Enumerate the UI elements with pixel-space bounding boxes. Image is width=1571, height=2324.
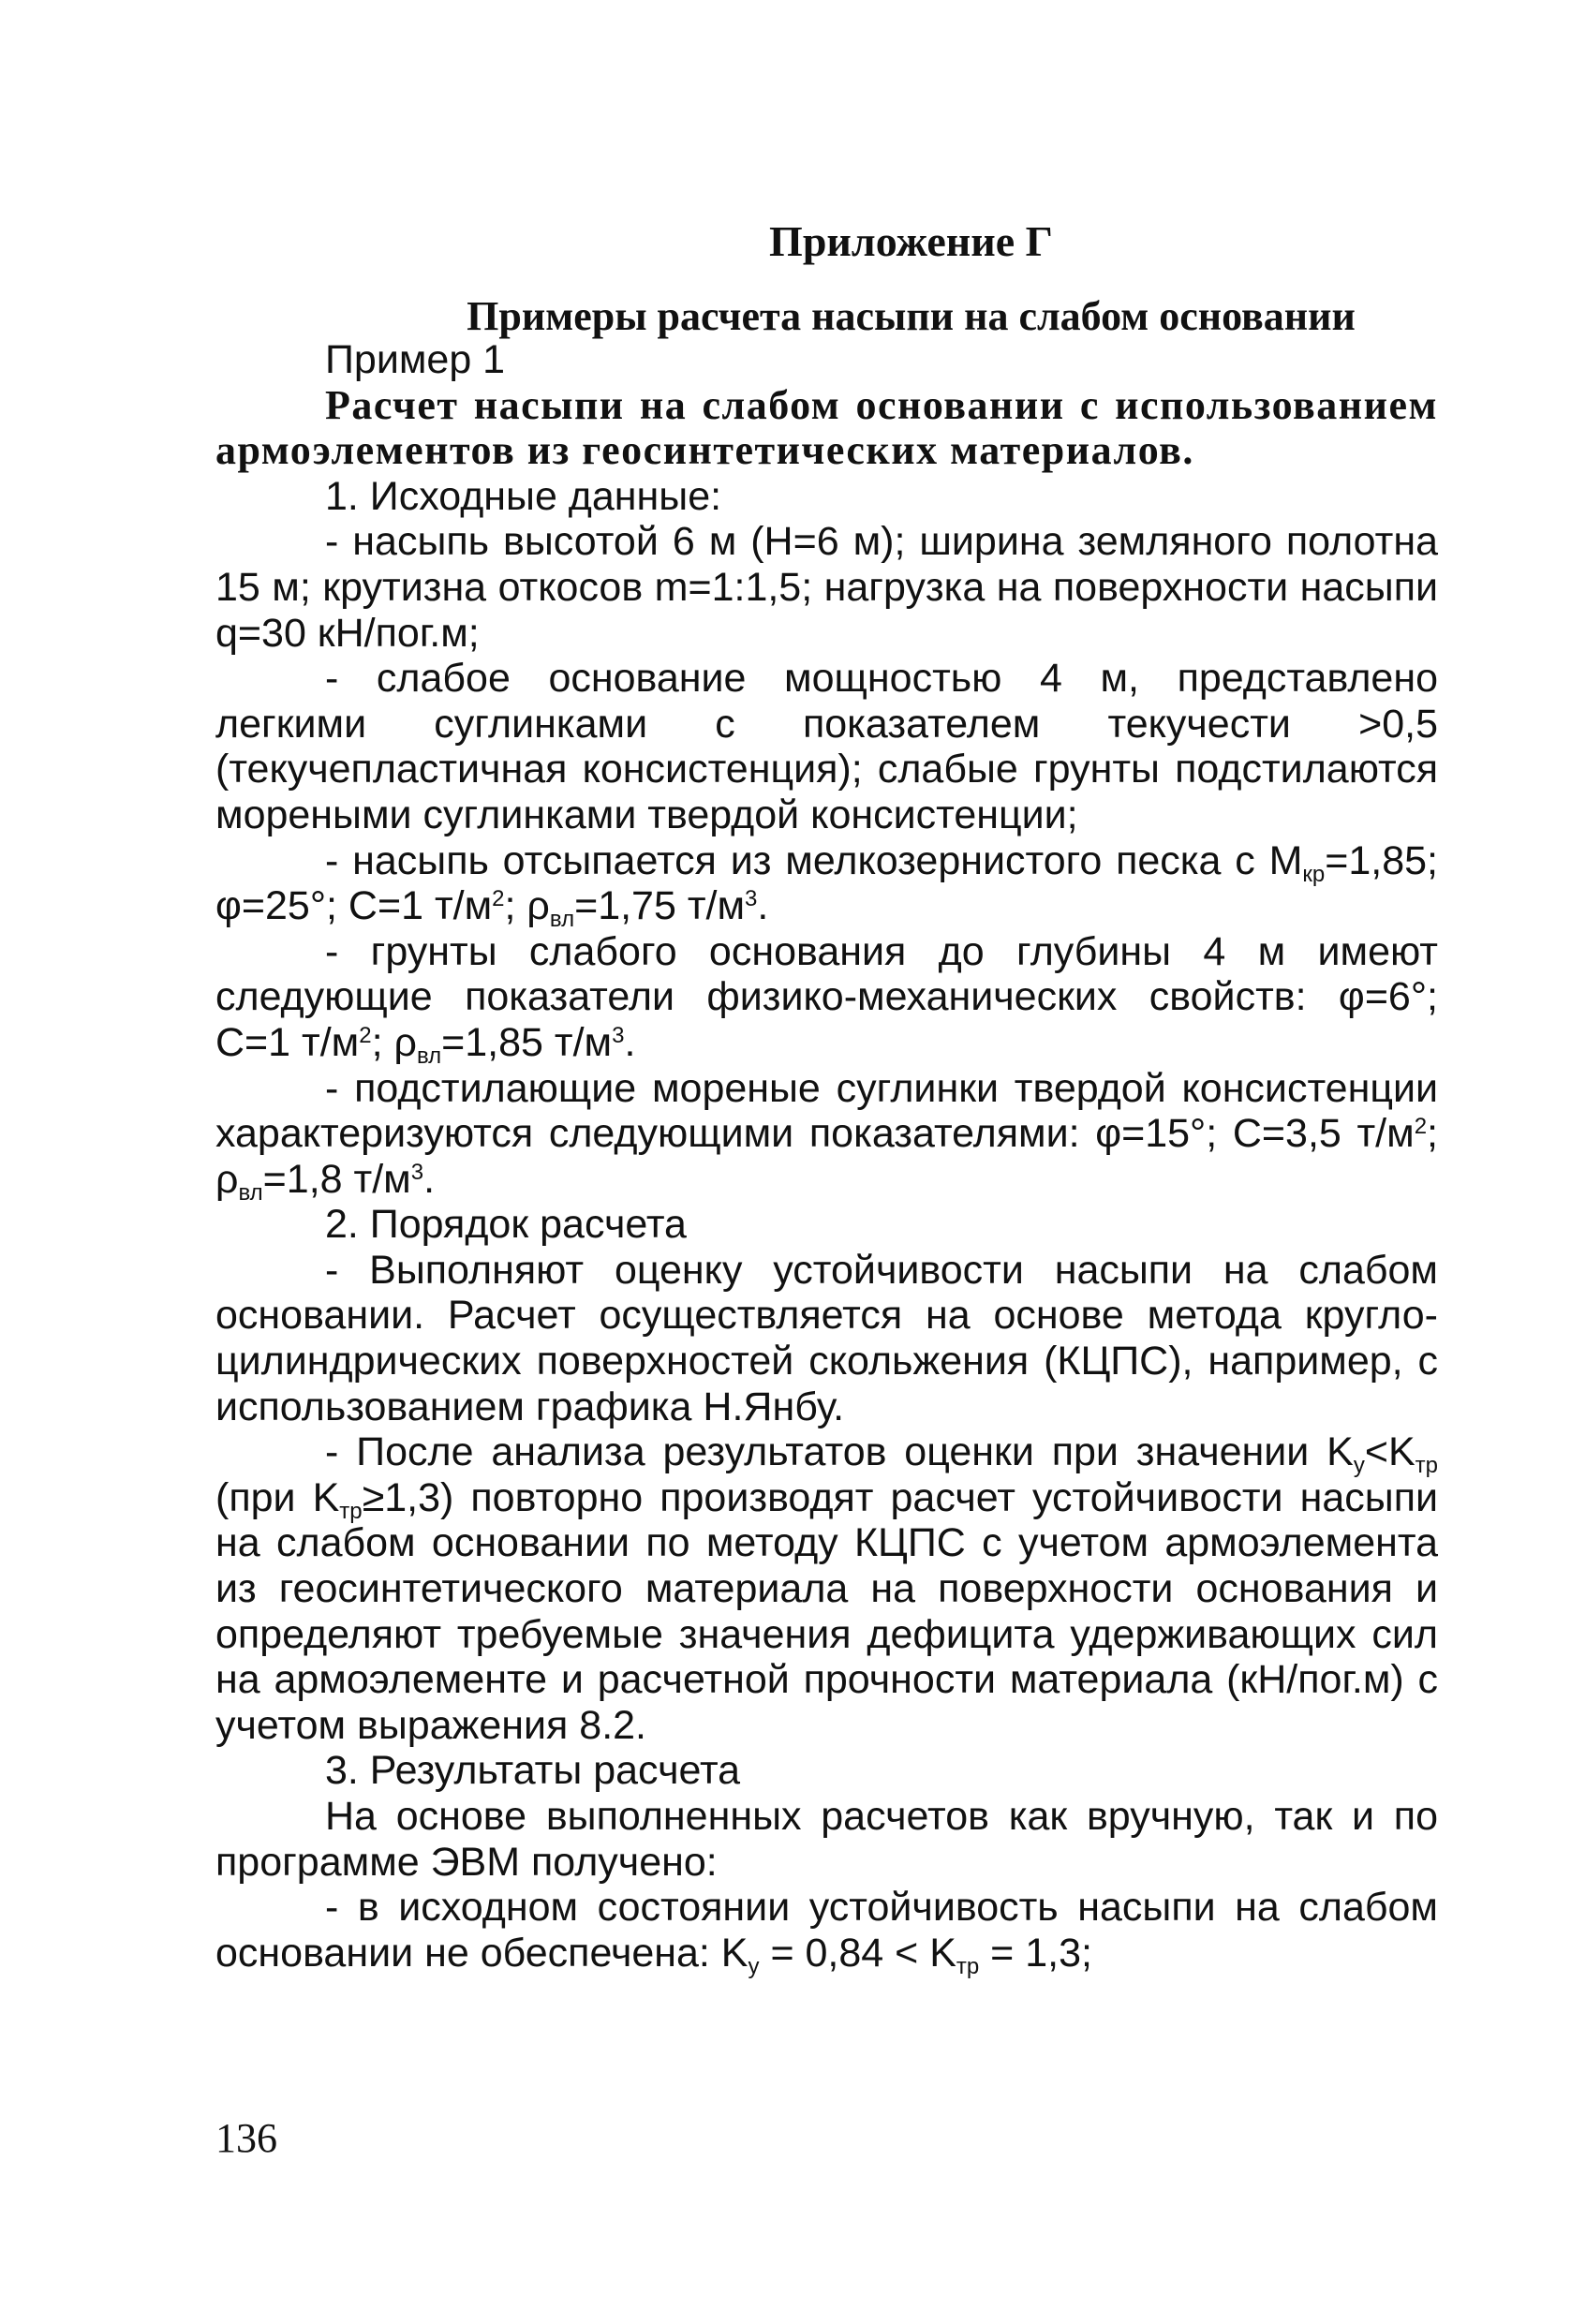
- superscript: 2: [359, 1022, 372, 1048]
- section2-item2: [215, 1429, 1438, 1748]
- section1-item3: [215, 837, 1438, 933]
- text-span: ≥1,3) повторно производят расчет устойчивости насыпи на слабом основании по методу КЦПС с учетом армоэлемента из геосинтетического материала на поверхности основания и определяют требуемые значения дефицита удерживающих сил на армоэлементе и расчетной прочности материала (кН/пог.м) с учетом выражения 8.2.: [215, 1474, 1438, 1748]
- subscript: вл: [549, 907, 575, 933]
- superscript: 2: [1414, 1114, 1428, 1140]
- text-span: (при K: [215, 1474, 340, 1520]
- section1-heading: 1. Исходные данные:: [325, 473, 722, 519]
- section1-item1: - насыпь высотой 6 м (Н=6 м); ширина земляного полотна 15 м; крутизна откосов m=1:1,5; нагрузка на поверхности насыпи q=30 кН/пог.м;: [215, 519, 1438, 656]
- subscript: тр: [339, 1498, 363, 1524]
- section3-item2: [215, 1885, 1438, 1979]
- appendix-heading: Приложение Г: [769, 217, 1053, 265]
- page-title: Примеры расчета насыпи на слабом основании: [467, 293, 1356, 339]
- subscript: тр: [1415, 1453, 1438, 1479]
- text-span: =1,8 т/м: [262, 1156, 411, 1202]
- text-span: ; ρ: [371, 1019, 417, 1065]
- text-span: ; ρ: [504, 883, 550, 929]
- subscript: вл: [416, 1043, 442, 1069]
- superscript: 2: [492, 886, 505, 912]
- text-span: = 0,84 < K: [759, 1930, 956, 1976]
- text-span: - После анализа результатов оценки при значении K: [325, 1429, 1354, 1475]
- section2-heading: 2. Порядок расчета: [325, 1202, 687, 1248]
- document-page: [215, 0, 1438, 2324]
- example-heading: Расчет насыпи на слабом основании с использованием армоэлементов из геосинтетических материалов.: [215, 381, 1438, 474]
- example-label: Пример 1: [325, 337, 506, 382]
- section3-heading: 3. Результаты расчета: [325, 1748, 741, 1794]
- section2-item1: - Выполняют оценку устойчивости насыпи на слабом основании. Расчет осуществляется на основе метода кругло-цилиндрических поверхностей скольжения (КЦПС), например, с использованием графика Н.Янбу.: [215, 1247, 1438, 1429]
- subscript: у: [1353, 1453, 1365, 1479]
- superscript: 3: [612, 1022, 625, 1048]
- superscript: 3: [745, 886, 758, 912]
- text-span: .: [423, 1156, 436, 1202]
- subscript: кр: [1302, 861, 1326, 887]
- text-span: = 1,3;: [979, 1930, 1092, 1976]
- section3-item1: На основе выполненных расчетов как вручную, так и по программе ЭВМ получено:: [215, 1794, 1438, 1885]
- text-span: - в исходном состоянии устойчивость насыпи на слабом основании не обеспечена: K: [215, 1885, 1438, 1976]
- text-span: .: [757, 883, 769, 929]
- text-span: =1,85 т/м: [441, 1019, 613, 1065]
- page-number: 136: [215, 2115, 277, 2161]
- body-text: [215, 337, 1438, 1979]
- text-span: =1,85; φ=25°; С=1 т/м: [215, 837, 1438, 929]
- subscript: у: [748, 1953, 760, 1979]
- subscript: тр: [956, 1953, 980, 1979]
- section1-item4: [215, 928, 1438, 1069]
- superscript: 3: [410, 1159, 424, 1185]
- section1-item2: - слабое основание мощностью 4 м, представлено легкими суглинками с показателем текучести >0,5 (текучепластичная консистенция); слабые грунты подстилаются мореными суглинками твердой консистенции;: [215, 656, 1438, 837]
- subscript: вл: [238, 1179, 263, 1206]
- text-span: - грунты слабого основания до глубины 4 м имеют следующие показатели физико-механических свойств: φ=6°; С=1 т/м: [215, 928, 1438, 1065]
- text-span: <K: [1364, 1429, 1415, 1475]
- text-span: ; ρ: [215, 1111, 1438, 1202]
- text-span: .: [624, 1019, 636, 1065]
- section1-item5: [215, 1065, 1438, 1206]
- text-span: - подстилающие мореные суглинки твердой консистенции характеризуются следующими показателями: φ=15°; С=3,5 т/м: [215, 1065, 1438, 1157]
- text-span: =1,75 т/м: [574, 883, 746, 929]
- text-span: - насыпь отсыпается из мелкозернистого песка с М: [325, 837, 1303, 883]
